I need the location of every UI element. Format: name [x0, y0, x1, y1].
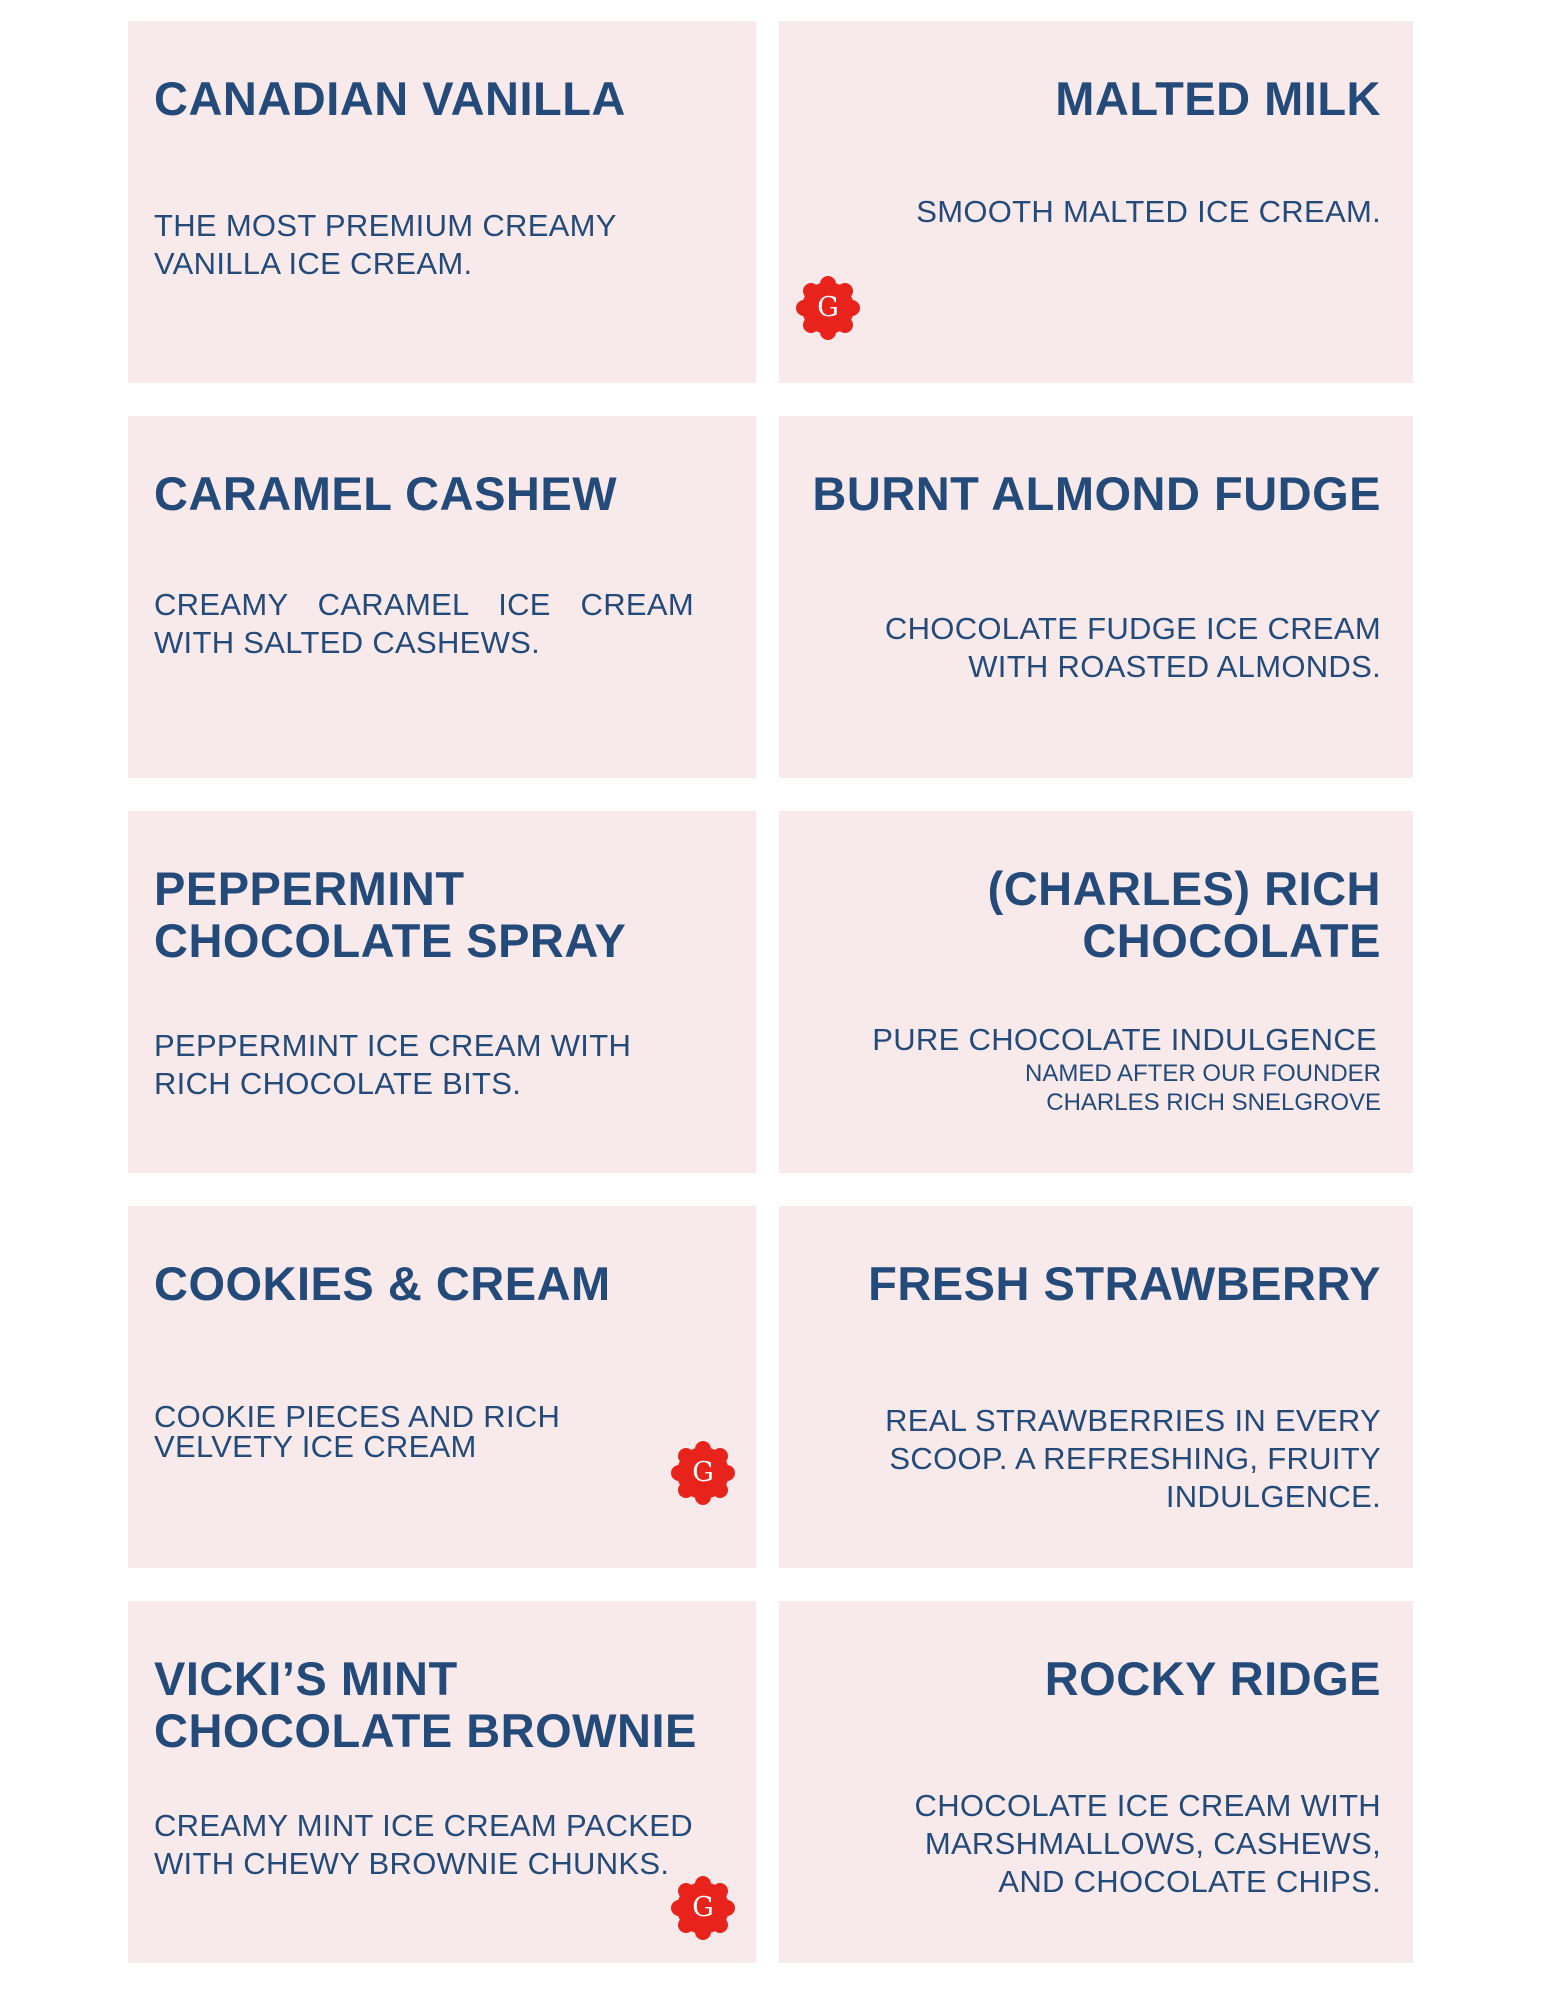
- flavour-description: REAL STRAWBERRIES IN EVERY SCOOP. A REFRESHING, FRUITY INDULGENCE.: [885, 1403, 1381, 1514]
- flavour-title-line: CHOCOLATE BROWNIE: [154, 1704, 697, 1757]
- flavour-description: CHOCOLATE FUDGE ICE CREAM WITH ROASTED ALMONDS.: [884, 611, 1381, 684]
- flavour-title-line: VICKI’S MINT: [154, 1652, 458, 1705]
- flavour-card-cookies-and-cream: [128, 1206, 756, 1568]
- flavour-description: CREAMY CARAMEL ICE CREAM WITH SALTED CASHEWS.: [154, 587, 694, 660]
- g-badge-icon: [795, 275, 861, 341]
- flavour-description: CREAMY MINT ICE CREAM PACKED WITH CHEWY BROWNIE CHUNKS.: [154, 1808, 693, 1881]
- flavour-title: CARAMEL CASHEW: [154, 467, 618, 520]
- badge-letter: G: [692, 1892, 714, 1923]
- flavour-card-rocky-ridge: [779, 1601, 1413, 1963]
- flavour-card-vickis-mint-chocolate-brownie: [128, 1601, 756, 1963]
- flavour-description: PEPPERMINT ICE CREAM WITH RICH CHOCOLATE BITS.: [154, 1028, 632, 1101]
- flavour-title: CANADIAN VANILLA: [154, 72, 626, 125]
- flavour-title: BURNT ALMOND FUDGE: [812, 467, 1381, 520]
- flavour-description: CHOCOLATE ICE CREAM WITH MARSHMALLOWS, CASHEWS, AND CHOCOLATE CHIPS.: [914, 1788, 1381, 1899]
- flavour-title: [805, 863, 1381, 967]
- flavour-description: COOKIE PIECES AND RICH VELVETY ICE CREAM: [154, 1399, 561, 1464]
- flavour-card-caramel-cashew: [128, 416, 756, 778]
- flavour-note: NAMED AFTER OUR FOUNDER: [1024, 1060, 1381, 1087]
- flavour-card-fresh-strawberry: [779, 1206, 1413, 1568]
- flavour-title-line: PEPPERMINT: [154, 862, 465, 915]
- flavour-title: MALTED MILK: [1055, 72, 1381, 125]
- flavour-description: SMOOTH MALTED ICE CREAM.: [916, 194, 1381, 229]
- flavour-title: [154, 863, 730, 967]
- flavour-card-charles-rich-chocolate: [779, 811, 1413, 1173]
- flavour-title: COOKIES & CREAM: [154, 1257, 611, 1310]
- flavour-title: FRESH STRAWBERRY: [868, 1257, 1381, 1310]
- flavour-title: ROCKY RIDGE: [1044, 1652, 1381, 1705]
- flavour-card-canadian-vanilla: [128, 21, 756, 383]
- flavour-card-peppermint-chocolate-spray: [128, 811, 756, 1173]
- g-badge-icon: [670, 1875, 736, 1941]
- badge-letter: G: [692, 1457, 714, 1488]
- flavour-title-line: CHOCOLATE SPRAY: [154, 914, 627, 967]
- flavour-description: THE MOST PREMIUM CREAMY VANILLA ICE CREAM.: [154, 208, 617, 281]
- flavour-description: PURE CHOCOLATE INDULGENCE: [872, 1022, 1377, 1057]
- g-badge-icon: [670, 1440, 736, 1506]
- flavour-note: CHARLES RICH SNELGROVE: [1046, 1089, 1381, 1116]
- flavour-title: [154, 1653, 730, 1757]
- flavour-title-line: CHOCOLATE: [1082, 914, 1381, 967]
- flavour-card-malted-milk: [779, 21, 1413, 383]
- flavour-card-burnt-almond-fudge: [779, 416, 1413, 778]
- flavour-title-line: (CHARLES) RICH: [987, 862, 1381, 915]
- badge-letter: G: [817, 292, 839, 323]
